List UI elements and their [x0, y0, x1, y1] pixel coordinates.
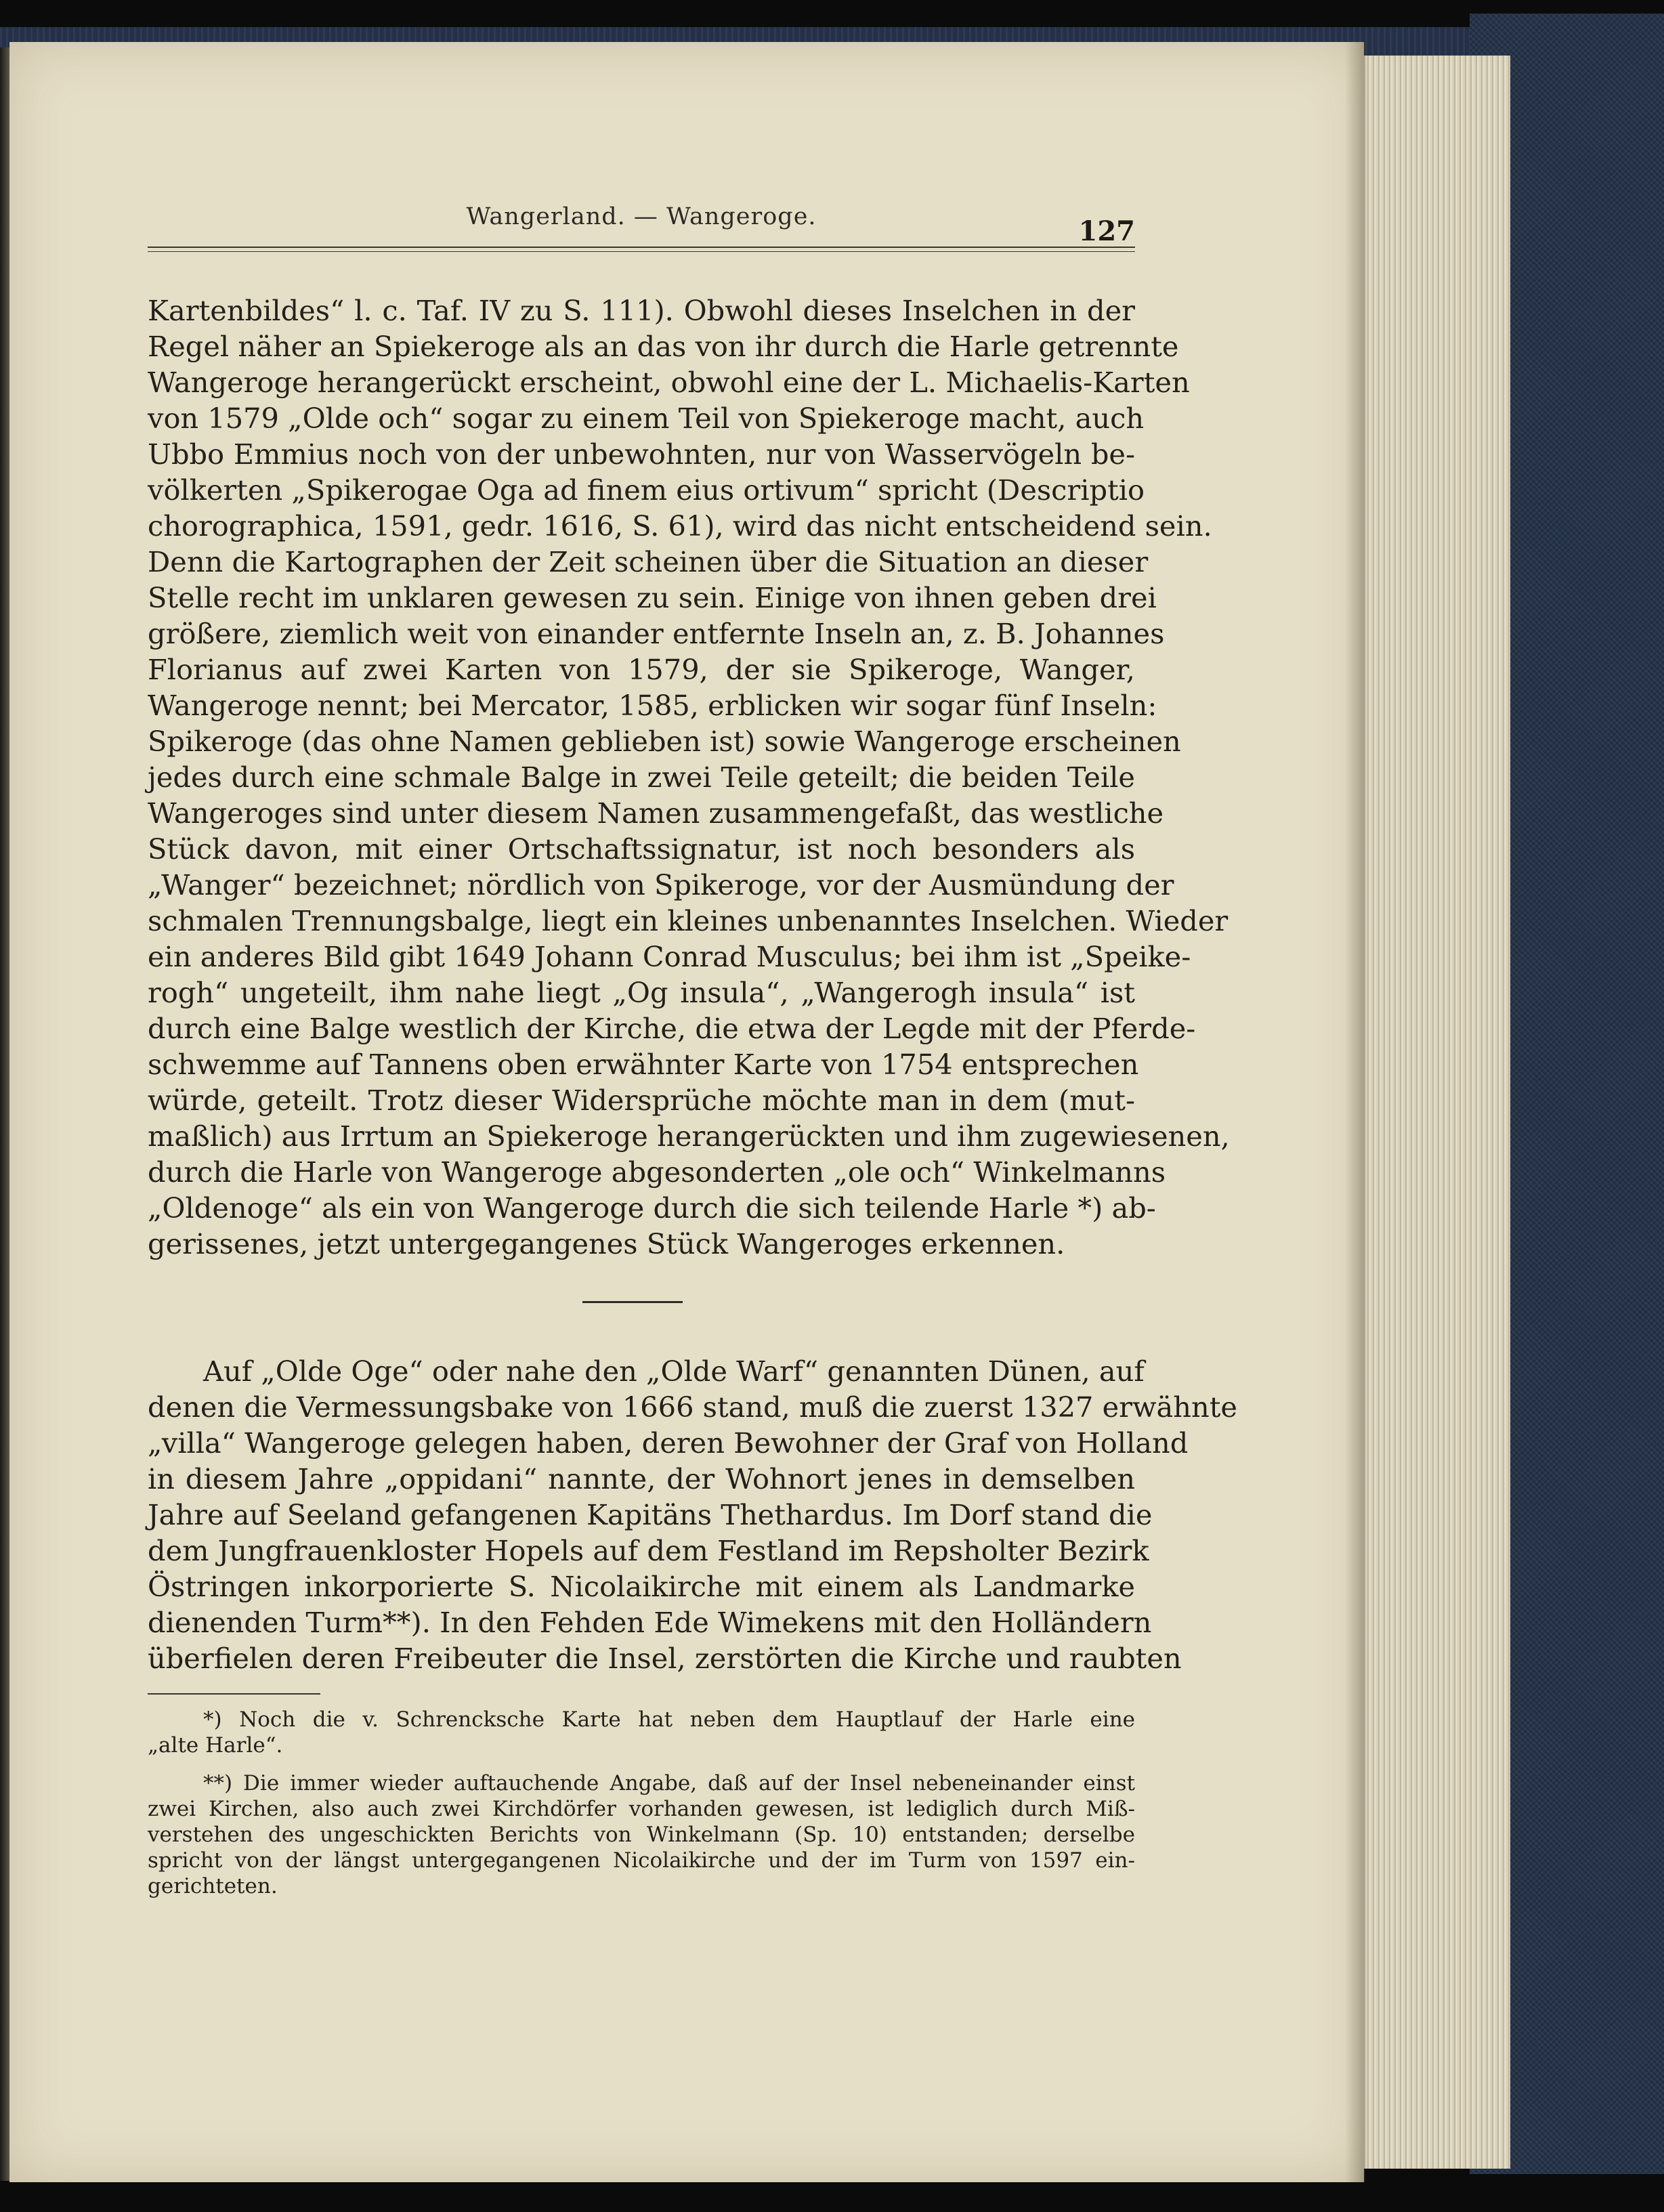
text-line: von 1579 „Olde och“ sogar zu einem Teil von Spiekeroge macht, auch	[148, 402, 1145, 435]
text-line: Wangeroge herangerückt erscheint, obwohl eine der L. Michaelis-Karten	[148, 366, 1190, 399]
text-line: völkerten „Spikerogae Oga ad finem eius ortivum“ spricht (Descriptio	[148, 473, 1145, 507]
text-line: durch eine Balge westlich der Kirche, die etwa der Legde mit der Pferde-	[148, 1012, 1196, 1045]
running-head-title: Wangerland. — Wangeroge.	[466, 203, 817, 230]
footnote-line: spricht von der längst untergegangenen Nicolaikirche und der im Turm von 1597 ein-	[148, 1848, 1135, 1873]
text-line: ein anderes Bild gibt 1649 Johann Conrad Musculus; bei ihm ist „Speike-	[148, 940, 1191, 973]
footnote-line: *) Noch die v. Schrenckschе Karte hat neben dem Hauptlauf der Harle eine	[203, 1707, 1135, 1732]
footnote-line: zwei Kirchen, also auch zwei Kirchdörfer vorhanden gewesen, ist lediglich durch Miß-	[148, 1797, 1135, 1821]
header-rule	[148, 247, 1135, 252]
footnote-line: gerichteten.	[148, 1874, 278, 1898]
gutter-shadow	[1345, 42, 1365, 2182]
paragraph-1	[148, 293, 1230, 1262]
text-line: Wangeroge nennt; bei Mercator, 1585, erblicken wir sogar fünf Inseln:	[148, 689, 1157, 722]
running-head	[148, 203, 1135, 257]
text-line: Florianus auf zwei Karten von 1579, der sie Spikeroge, Wanger,	[148, 653, 1135, 686]
footnote-line: verstehen des ungeschickten Berichts von Winkelmann (Sp. 10) entstanden; derselbe	[148, 1823, 1135, 1847]
text-line: denen die Vermessungsbake von 1666 stand, muß die zuerst 1327 erwähnte	[148, 1390, 1237, 1424]
text-line: rogh“ ungeteilt, ihm nahe liegt „Og insula“, „Wangerogh insula“ ist	[148, 976, 1135, 1009]
text-line: dienenden Turm**). In den Fehden Ede Wimekens mit den Holländern	[148, 1606, 1152, 1639]
text-line: jedes durch eine schmale Balge in zwei Teile geteilt; die beiden Teile	[148, 761, 1135, 794]
text-line: schmalen Trennungsbalge, liegt ein kleines unbenanntes Inselchen. Wieder	[148, 904, 1229, 937]
page-block-edges	[1354, 56, 1510, 2169]
text-line: Jahre auf Seeland gefangenen Kapitäns Thethardus. Im Dorf stand die	[148, 1498, 1153, 1531]
text-line: Östringen inkorporierte S. Nicolaikirche mit einem als Landmarke	[148, 1570, 1135, 1603]
text-line: „Wanger“ bezeichnet; nördlich von Spikeroge, vor der Ausmündung der	[148, 868, 1174, 901]
text-line: Regel näher an Spiekeroge als an das von ihr durch die Harle getrennte	[148, 330, 1179, 363]
footnotes	[148, 1707, 1135, 1911]
footnote-1	[148, 1707, 1135, 1758]
text-line: dem Jungfrauenkloster Hopels auf dem Festland im Repsholter Bezirk	[148, 1534, 1149, 1567]
text-line: Auf „Olde Oge“ oder nahe den „Olde Warf“ genannten Dünen, auf	[203, 1355, 1145, 1388]
text-line: Kartenbildes“ l. c. Taf. IV zu S. 111). Obwohl dieses Inselchen in der	[148, 294, 1135, 327]
text-line: größere, ziemlich weit von einander entfernte Inseln an, z. B. Johannes	[148, 617, 1165, 650]
page-number: 127	[1078, 215, 1135, 247]
text-line: „Oldenoge“ als ein von Wangeroge durch die sich teilende Harle *) ab-	[148, 1191, 1156, 1225]
text-line: durch die Harle von Wangeroge abgesonderten „ole och“ Winkelmanns	[148, 1155, 1166, 1189]
text-line: in diesem Jahre „oppidani“ nannte, der Wohnort jenes in demselben	[148, 1462, 1135, 1495]
text-line: würde, geteilt. Trotz dieser Widersprüche möchte man in dem (mut-	[148, 1084, 1135, 1117]
paragraph-2	[148, 1353, 1237, 1676]
text-line: überfielen deren Freibeuter die Insel, zerstörten die Kirche und raubten	[148, 1642, 1182, 1675]
text-line: Spikeroge (das ohne Namen geblieben ist) sowie Wangeroge erscheinen	[148, 725, 1181, 758]
footnote-line: **) Die immer wieder auftauchende Angabe, daß auf der Insel nebeneinander einst	[203, 1771, 1135, 1795]
text-line: schwemme auf Tannens oben erwähnter Karte von 1754 entsprechen	[148, 1048, 1139, 1081]
text-line: chorographica, 1591, gedr. 1616, S. 61), wird das nicht entscheidend sein.	[148, 509, 1212, 543]
footnote-2	[148, 1770, 1135, 1899]
text-line: Stelle recht im unklaren gewesen zu sein. Einige von ihnen geben drei	[148, 581, 1157, 614]
text-line: Stück davon, mit einer Ortschaftssignatur, ist noch besonders als	[148, 832, 1135, 866]
text-line: Denn die Kartographen der Zeit scheinen über die Situation an dieser	[148, 545, 1149, 578]
text-line: gerissenes, jetzt untergegangenes Stück Wangeroges erkennen.	[148, 1227, 1065, 1260]
text-line: „villa“ Wangeroge gelegen haben, deren Bewohner der Graf von Holland	[148, 1426, 1189, 1460]
text-line: maßlich) aus Irrtum an Spiekeroge herangerückten und ihm zugewiesenen,	[148, 1120, 1230, 1153]
text-line: Wangeroges sind unter diesem Namen zusammengefaßt, das westliche	[148, 796, 1164, 830]
footnote-rule	[148, 1693, 320, 1695]
text-line: Ubbo Emmius noch von der unbewohnten, nur von Wasservögeln be-	[148, 438, 1135, 471]
footnote-line: „alte Harle“.	[148, 1733, 283, 1758]
section-separator	[582, 1301, 683, 1303]
